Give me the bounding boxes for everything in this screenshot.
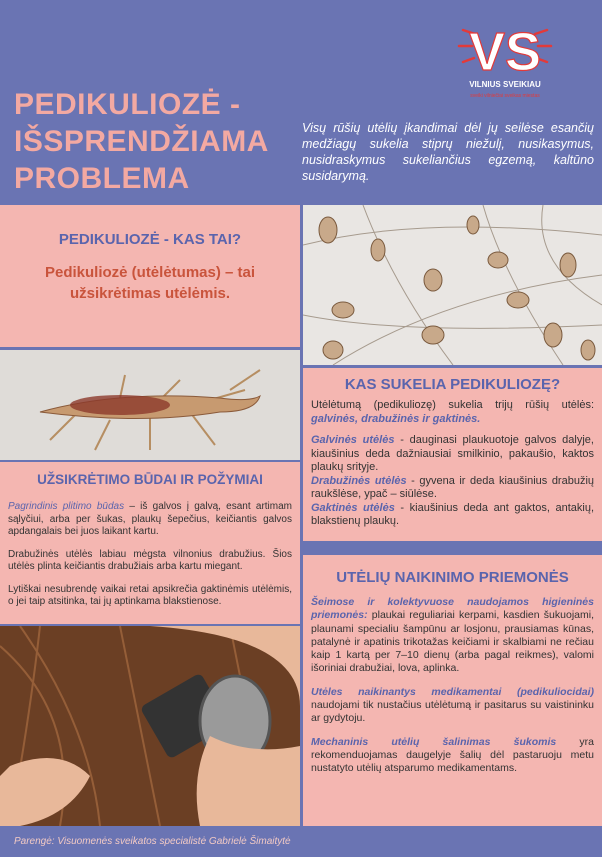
remedies-p1-text: plaukai reguliariai kerpami, kasdien šukuojami, plaunami specialiu šampūnu ar losjonu, prausiamas kūnas, patalynė ir apatinis trikotažas keičiami ir skalbiami ne rečiau kaip 1 kartą per 7–10 dienų (arba pagal reikmes), valomi išoriniai drabužiai, lova, aplinka. (311, 609, 594, 675)
author-credit: Parengė: Visuomenės sveikatos specialistė Gabrielė Šimaitytė (14, 836, 291, 847)
head-lice-term: Galvinės utėlės (311, 434, 395, 446)
head-lice-paragraph (311, 434, 594, 475)
svg-text:VS: VS (468, 22, 542, 82)
transmission-heading: UŽSIKRĖTIMO BŪDAI IR POŽYMIAI (37, 472, 263, 487)
lice-comb-photo (0, 626, 300, 826)
vilnius-sveikiau-logo (455, 12, 555, 102)
cause-intro (311, 399, 594, 426)
head-lice-text: - dauginasi plaukuotoje galvos dalyje, kiaušinius deda dažniausiai smilkinio, pakaušio, kaktos plaukų srityje. (311, 434, 594, 473)
remedies-p3-term: Mechaninis utėlių šalinimas šukomis (311, 735, 557, 748)
remedies-p3 (311, 736, 594, 776)
remedies-p1 (311, 596, 594, 676)
pubic-lice-term: Gaktinės utėlės (311, 501, 395, 514)
transmission-p1-text: – iš galvos į galvą, esant artimam sąlyčiui, arba per šukas, plaukų šepečius, keičiantis galvos apdangalais bei juos laikant kartu. (8, 501, 292, 537)
transmission-p1-term: Pagrindinis plitimo būdas (8, 501, 125, 512)
remedies-p2 (311, 686, 594, 726)
body-lice-paragraph (311, 475, 594, 502)
transmission-panel (0, 462, 300, 624)
what-heading: PEDIKULIOZĖ - KAS TAI? (58, 231, 242, 248)
cause-intro-text: Utėlėtumą (pedikuliozę) sukelia trijų rūšių utėlės: (311, 399, 594, 411)
body-lice-term: Drabužinės utėlės (311, 474, 407, 487)
what-panel (0, 205, 300, 347)
remedies-heading: UTĖLIŲ NAIKINIMO PRIEMONĖS (336, 569, 569, 586)
svg-text:VILNIUS SVEIKIAU: VILNIUS SVEIKIAU (469, 80, 541, 89)
cause-intro-types: galvinės, drabužinės ir gaktinės. (311, 412, 481, 425)
louse-closeup-photo (0, 350, 300, 460)
page-title: PEDIKULIOZĖ - IŠSPRENDŽIAMA PROBLEMA (14, 88, 269, 195)
remedies-p2-text: naudojami tik nustačius utėlėtumą ir pasitarus su vaistininku ar gydytoju. (311, 699, 594, 725)
remedies-p3-text: yra rekomenduojamas daugelyje šalių dėl pastaruoju metu nustatyto utėlių atsparumo medikamentams. (311, 735, 594, 775)
lice-photo (303, 205, 602, 365)
body-lice-text: - gyvena ir deda kiaušinius drabužių raukšlėse, ypač – siūlėse. (311, 474, 595, 500)
transmission-p2: Drabužinės utėlės labiau mėgsta vilnonius drabužius. Šios utėlės plinta keičiantis drabužiais arba kartu miegant. (8, 548, 292, 572)
transmission-p3: Lytiškai nesubrendę vaikai retai apsikrečia gaktinėmis utėlėmis, o jei taip atsitinka, tai jų aptinkama blakstienose. (8, 583, 292, 607)
pubic-lice-text: - kiaušinius deda ant gaktos, antakių, blakstienų plaukų. (311, 501, 594, 527)
remedies-p2-term: Utėles naikinantys medikamentai (pedikuliocidai) (311, 685, 594, 698)
intro-text: Visų rūšių utėlių įkandimai dėl jų seilėse esančių medžiagų sukelia stiprų niežulį, nusikasymus, nusidraskymus sukeliančius egzemą, kaltūno susidarymą. (302, 121, 594, 183)
cause-heading: KAS SUKELIA PEDIKULIOZĘ? (344, 376, 561, 393)
svg-text:sveiki vilniečiai sveikas mies: sveiki vilniečiai sveikas miestas (470, 93, 540, 99)
transmission-p1 (8, 501, 292, 539)
cause-panel (303, 368, 602, 541)
definition-text: Pedikuliozė (utėlėtumas) – tai užsikrėtimas utėlėmis. (44, 264, 256, 302)
pubic-lice-paragraph (311, 502, 594, 529)
remedies-panel (303, 555, 602, 826)
remedies-p1-term: Šeimose ir kolektyvuose naudojamos higieninės priemonės: (311, 596, 594, 622)
